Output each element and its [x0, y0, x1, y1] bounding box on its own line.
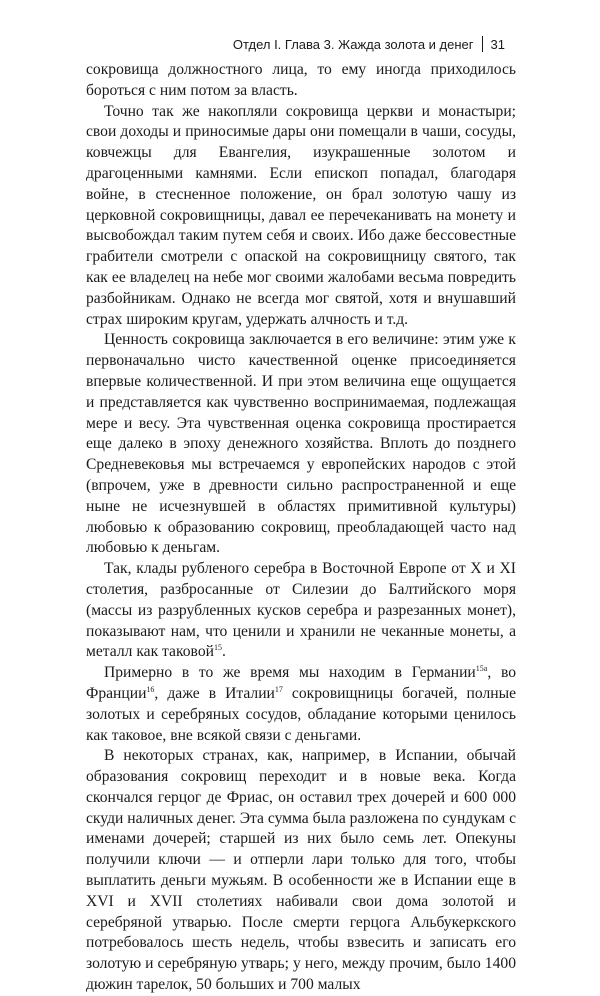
- footnote-ref[interactable]: 15a: [475, 663, 488, 673]
- page-number: 31: [490, 36, 505, 52]
- paragraph: [86, 663, 516, 746]
- footnote-ref[interactable]: 15: [213, 643, 222, 653]
- paragraph-text: Примерно в то же время мы находим в Германии: [104, 664, 476, 682]
- paragraph: [86, 559, 516, 663]
- running-title: Отдел I. Глава 3. Жажда золота и денег: [232, 36, 474, 52]
- paragraph: [86, 330, 516, 559]
- paragraph-text: Точно так же накопляли сокровища церкви и монастыри; свои доходы и приносимые дары они помещали в чаши, сосуды, ковчежцы для Евангелия, изукрашенные золотом и драгоценными камнями. Если епископ попадал, благодаря войне, в стесненное положение, он брал золотую чашу из церковной сокровищницы, давал ее перечеканивать на монету и высвобождал таким путем себя и своих. Ибо даже бессовестные грабители смотрели с опаской на сокровищницу святого, так как ее владелец на небе мог своими жалобами весьма повредить разбойникам. Однако не всегда мог святой, хотя и внушавший страх широким кругам, удержать алчность и т.д.: [86, 102, 516, 328]
- paragraph-text: В некоторых странах, как, например, в Испании, обычай образования сокровищ переходит и в новые века. Когда скончался герцог де Фриас, он оставил трех дочерей и 600 000 скуди наличных денег. Эта сумма была разложена по сундукам с именами дочерей; старшей из них было семь лет. Опекуны получили ключи — и отперли лари только для того, чтобы выплатить деньги мужьям. В особенности же в Испании еще в XVI и XVII столетиях набивали свои дома золотой и серебряной утварью. После смерти герцога Альбукеркского потребовалось шесть недель, чтобы взвесить и записать его золотую и серебряную утварь; у него, между прочим, было 1400 дюжин тарелок, 50 больших и 700 малых: [86, 747, 516, 994]
- paragraph-text: сокровища должностного лица, то ему иногда приходилось бороться с ним потом за власть.: [86, 61, 516, 99]
- paragraph-text: сокровищницы богачей, полные золотых и серебряных сосудов, обладание которыми ценилось как таковое, вне всякой связи с деньгами.: [86, 684, 516, 744]
- body-text: [86, 60, 516, 996]
- paragraph: [86, 746, 516, 996]
- paragraph: [86, 102, 516, 331]
- header-divider: [482, 36, 483, 52]
- paragraph: [86, 60, 516, 102]
- running-header: [233, 36, 505, 52]
- paragraph-text: Так, клады рубленого серебра в Восточной Европе от X и XI столетия, разбросанные от Силезии до Балтийского моря (массы из разрубленных кусков серебра и разрезанных монет), показывают нам, что ценили и хранили не чеканные монеты, а металл как таковой: [86, 560, 516, 661]
- footnote-ref[interactable]: 16: [146, 684, 155, 694]
- paragraph-text: , во Франции: [86, 664, 516, 702]
- paragraph-text: .: [221, 643, 226, 661]
- footnote-ref[interactable]: 17: [274, 684, 283, 694]
- paragraph-text: , даже в Италии: [154, 684, 275, 702]
- paragraph-text: Ценность сокровища заключается в его величине: этим уже к первоначально чисто качественной оценке присоединяется впервые количественной. И при этом величина еще ощущается и представляется как чувственно воспринимаемая, подлежащая мере и весу. Эта чувственная оценка сокровища простирается еще далеко в эпоху денежного хозяйства. Вплоть до позднего Средневековья мы встречаемся у европейских народов с этой (впрочем, уже в древности сильно распространенной и еще ныне не исчезнувшей в областях примитивной культуры) любовью к образованию сокровищ, преобладающей часто над любовью к деньгам.: [86, 331, 516, 557]
